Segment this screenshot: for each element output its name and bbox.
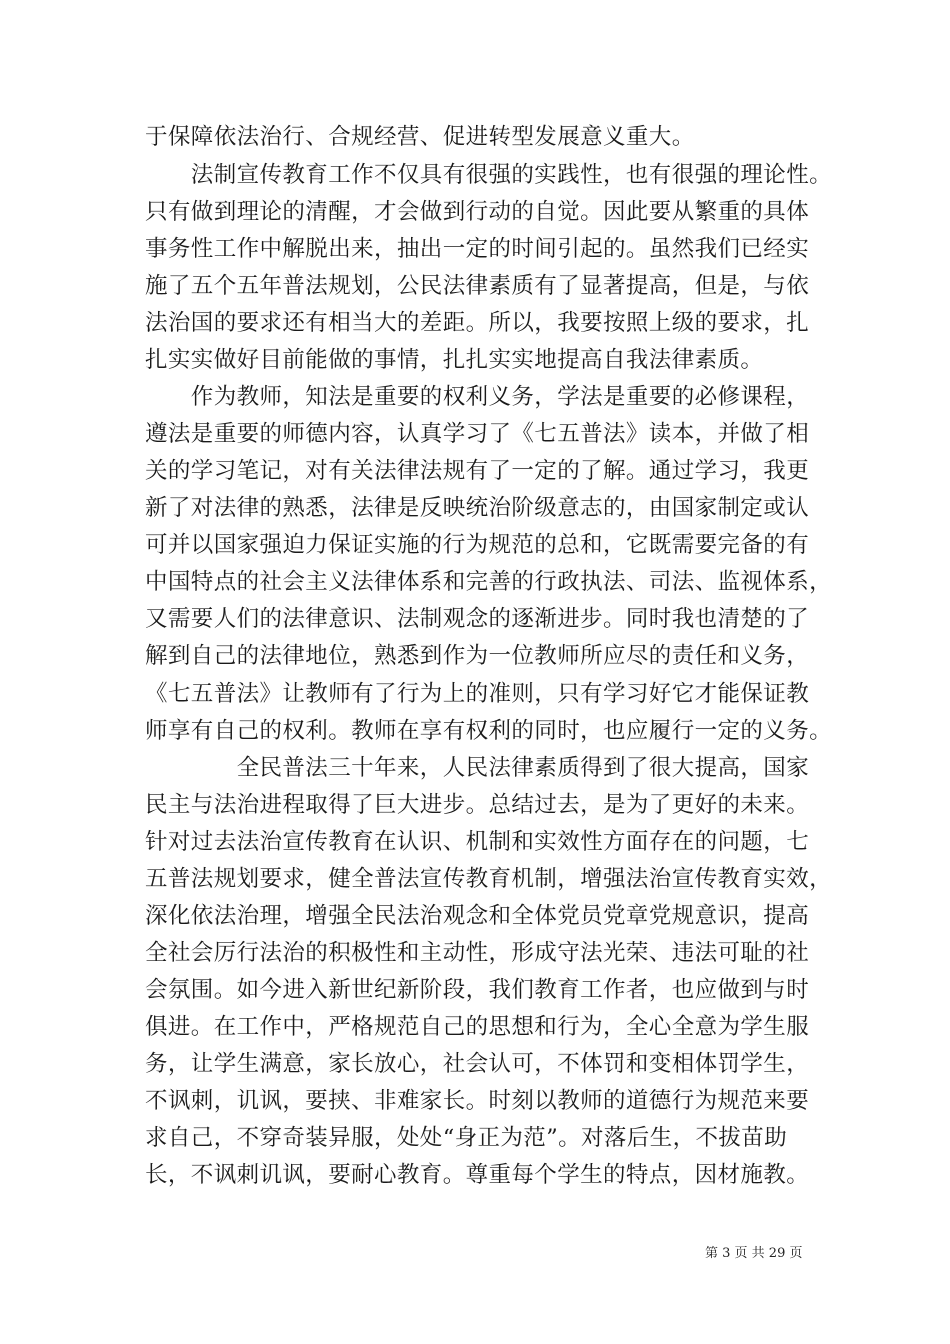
text-line: 又需要人们的法律意识、法制观念的逐渐进步。同时我也清楚的了 — [145, 606, 810, 632]
text-line: 遵法是重要的师德内容，认真学习了《七五普法》读本，并做了相 — [145, 421, 810, 447]
text-line: 只有做到理论的清醒，才会做到行动的自觉。因此要从繁重的具体 — [145, 199, 810, 225]
text-line: 全社会厉行法治的积极性和主动性，形成守法光荣、违法可耻的社 — [145, 940, 810, 966]
text-line: 师享有自己的权利。教师在享有权利的同时，也应履行一定的义务。 — [145, 718, 833, 744]
page-number-footer: 第 3 页 共 29 页 — [705, 1246, 803, 1261]
text-line: 作为教师，知法是重要的权利义务，学法是重要的必修课程， — [145, 384, 810, 410]
text-line: 针对过去法治宣传教育在认识、机制和实效性方面存在的问题，七 — [145, 829, 810, 855]
text-line: 务，让学生满意，家长放心，社会认可，不体罚和变相体罚学生， — [145, 1051, 810, 1077]
text-line: 中国特点的社会主义法律体系和完善的行政执法、司法、监视体系， — [145, 569, 833, 595]
text-line: 五普法规划要求，健全普法宣传教育机制，增强法治宣传教育实效， — [145, 866, 833, 892]
text-line: 新了对法律的熟悉，法律是反映统治阶级意志的，由国家制定或认 — [145, 495, 810, 521]
text-line: 《七五普法》让教师有了行为上的准则，只有学习好它才能保证教 — [145, 681, 810, 707]
text-line: 法治国的要求还有相当大的差距。所以，我要按照上级的要求，扎 — [145, 310, 810, 336]
text-line: 法制宣传教育工作不仅具有很强的实践性，也有很强的理论性。 — [145, 162, 833, 188]
text-line: 解到自己的法律地位，熟悉到作为一位教师所应尽的责任和义务， — [145, 643, 810, 669]
text-line: 深化依法治理，增强全民法治观念和全体党员党章党规意识，提高 — [145, 903, 810, 929]
text-line: 会氛围。如今进入新世纪新阶段，我们教育工作者，也应做到与时 — [145, 977, 810, 1003]
text-line: 俱进。在工作中，严格规范自己的思想和行为，全心全意为学生服 — [145, 1014, 810, 1040]
text-line: 求自己，不穿奇装异服，处处“身正为范”。对落后生，不拔苗助 — [145, 1125, 788, 1151]
text-line: 全民普法三十年来，人民法律素质得到了很大提高，国家 — [145, 755, 810, 781]
text-line: 民主与法治进程取得了巨大进步。总结过去，是为了更好的未来。 — [145, 792, 810, 818]
text-line: 施了五个五年普法规划，公民法律素质有了显著提高，但是，与依 — [145, 273, 810, 299]
text-line: 长，不讽刺讥讽，要耐心教育。尊重每个学生的特点，因材施教。 — [145, 1162, 810, 1188]
text-line: 可并以国家强迫力保证实施的行为规范的总和，它既需要完备的有 — [145, 532, 810, 558]
text-line: 扎实实做好目前能做的事情，扎扎实实地提高自我法律素质。 — [145, 347, 764, 373]
text-line: 于保障依法治行、合规经营、促进转型发展意义重大。 — [145, 124, 695, 150]
text-line: 关的学习笔记，对有关法律法规有了一定的了解。通过学习，我更 — [145, 458, 810, 484]
text-line: 事务性工作中解脱出来，抽出一定的时间引起的。虽然我们已经实 — [145, 236, 810, 262]
text-line: 不讽刺，讥讽，要挟、非难家长。时刻以教师的道德行为规范来要 — [145, 1088, 810, 1114]
